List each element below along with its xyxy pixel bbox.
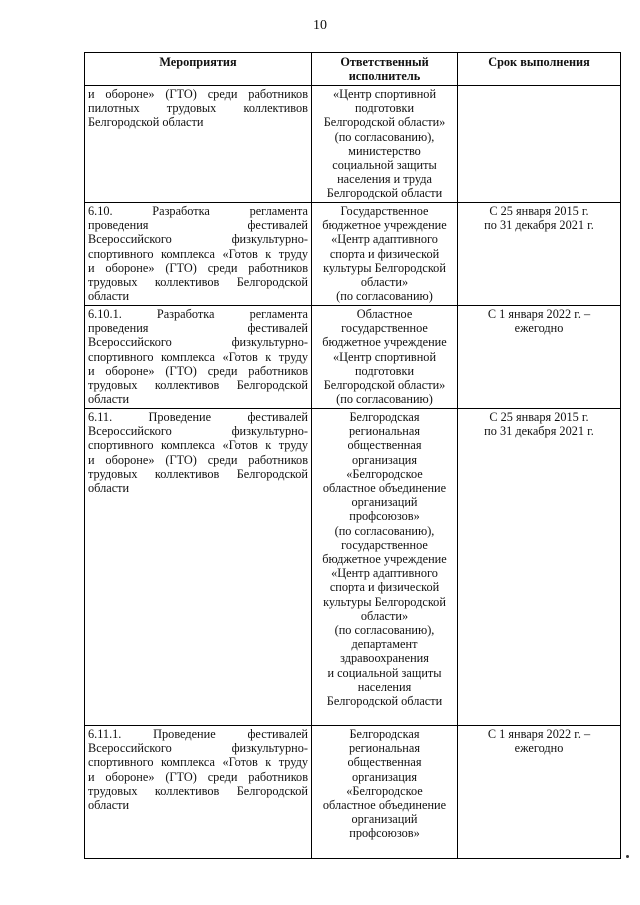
activity-text-line: Всероссийского физкультурно- xyxy=(88,232,308,247)
activity-text-line: Всероссийского физкультурно- xyxy=(88,741,308,756)
executor-cell xyxy=(312,306,458,409)
deadline-cell xyxy=(458,203,621,306)
deadline-text-line: С 1 января 2022 г. – xyxy=(487,727,591,741)
activity-text-line: области xyxy=(88,289,130,304)
activity-text-line: и обороне» (ГТО) среди работников xyxy=(88,87,308,101)
executor-text-line: общественная xyxy=(347,438,422,453)
executor-text-line: социальной защиты xyxy=(332,158,437,173)
table-row xyxy=(85,409,621,726)
executor-text-line: «Центр адаптивного xyxy=(331,232,438,247)
activity-text-line: Всероссийского физкультурно- xyxy=(88,335,308,350)
activity-text-line: трудовых коллективов Белгородской xyxy=(88,466,308,481)
activity-text-line: и обороне» (ГТО) среди работников xyxy=(88,769,308,784)
activity-text-line: и обороне» (ГТО) среди работников xyxy=(88,452,308,467)
deadline-text-line: С 1 января 2022 г. – xyxy=(487,307,591,321)
executor-text-line: бюджетное учреждение xyxy=(322,218,447,233)
activity-text-line: области xyxy=(88,392,130,407)
executor-text-line: организаций xyxy=(351,495,418,510)
activity-text-line: Белгородской области xyxy=(88,115,204,130)
executor-text-line: (по согласованию) xyxy=(336,392,433,407)
executor-text-line: региональная xyxy=(349,424,420,439)
executor-cell xyxy=(312,86,458,203)
executor-text-line: «Белгородское xyxy=(346,783,423,798)
executor-text-line: общественная xyxy=(347,755,422,770)
activity-cell xyxy=(85,306,312,409)
activity-text-line: проведения фестивалей xyxy=(88,218,308,233)
executor-text-line: Белгородская xyxy=(349,727,420,741)
activity-text-line: пилотных трудовых коллективов xyxy=(88,101,308,116)
executor-text-line: и социальной защиты xyxy=(327,665,442,680)
executor-text-line: Белгородская xyxy=(349,410,420,424)
activity-text-line: спортивного комплекса «Готов к труду xyxy=(88,349,308,364)
deadline-text-line: ежегодно xyxy=(514,321,564,336)
table-row xyxy=(85,86,621,203)
header-activity: Мероприятия xyxy=(85,53,312,86)
activity-cell xyxy=(85,726,312,859)
activity-text-line: проведения фестивалей xyxy=(88,321,308,336)
activity-cell xyxy=(85,203,312,306)
activity-text-line: спортивного комплекса «Готов к труду xyxy=(88,246,308,261)
executor-text-line: бюджетное учреждение xyxy=(322,335,447,350)
deadline-text-line: С 25 января 2015 г. xyxy=(489,204,589,218)
executor-text-line: областное объединение xyxy=(322,798,447,813)
executor-text-line: (по согласованию) xyxy=(336,289,433,304)
executor-cell xyxy=(312,203,458,306)
deadline-cell xyxy=(458,86,621,203)
executor-text-line: населения xyxy=(357,679,412,694)
executor-text-line: организаций xyxy=(351,812,418,827)
deadline-cell xyxy=(458,726,621,859)
executor-text-line: Областное xyxy=(356,307,413,321)
activity-text-line: спортивного комплекса «Готов к труду xyxy=(88,438,308,453)
executor-text-line: (по согласованию), xyxy=(334,523,435,538)
header-executor: Ответственный исполнитель xyxy=(312,53,458,86)
activities-table xyxy=(84,52,621,859)
executor-text-line: «Центр адаптивного xyxy=(331,566,438,581)
deadline-cell xyxy=(458,306,621,409)
deadline-cell xyxy=(458,409,621,726)
executor-text-line: «Центр спортивной xyxy=(332,349,437,364)
page-number: 10 xyxy=(313,18,327,33)
executor-text-line: культуры Белгородской xyxy=(323,260,446,275)
table-row xyxy=(85,203,621,306)
deadline-text-line: по 31 декабря 2021 г. xyxy=(484,424,594,439)
activity-text-line: трудовых коллективов Белгородской xyxy=(88,275,308,290)
table-row xyxy=(85,726,621,859)
executor-text-line: здравоохранения xyxy=(340,651,429,666)
activity-cell xyxy=(85,86,312,203)
activity-text-line: области xyxy=(88,481,130,496)
executor-text-line: спорта и физической xyxy=(329,580,440,595)
executor-text-line: области» xyxy=(360,275,409,290)
executor-text-line: Белгородской области» xyxy=(323,378,446,393)
executor-text-line: Белгородской области xyxy=(326,694,443,709)
executor-text-line: министерство xyxy=(348,143,421,158)
deadline-text-line: по 31 декабря 2021 г. xyxy=(484,218,594,233)
executor-text-line: спорта и физической xyxy=(329,246,440,261)
table-header-row xyxy=(85,53,621,86)
executor-text-line: Государственное xyxy=(340,204,429,218)
executor-text-line: департамент xyxy=(351,637,418,652)
activity-text-line: и обороне» (ГТО) среди работников xyxy=(88,363,308,378)
executor-text-line: области» xyxy=(360,608,409,623)
executor-text-line: Белгородской области xyxy=(326,186,443,201)
activity-text-line: 6.10.1. Разработка регламента xyxy=(88,307,308,321)
header-deadline: Срок выполнения xyxy=(458,53,621,86)
executor-text-line: профсоюзов» xyxy=(349,509,420,524)
executor-text-line: областное объединение xyxy=(322,481,447,496)
executor-text-line: государственное xyxy=(341,321,428,336)
deadline-text-line: С 25 января 2015 г. xyxy=(489,410,589,424)
executor-text-line: бюджетное учреждение xyxy=(322,552,447,567)
deadline-text-line: ежегодно xyxy=(514,741,564,756)
activity-text-line: трудовых коллективов Белгородской xyxy=(88,378,308,393)
scan-dot-mark xyxy=(626,855,629,858)
executor-cell xyxy=(312,409,458,726)
activity-text-line: 6.11. Проведение фестивалей xyxy=(88,410,308,424)
executor-text-line: подготовки xyxy=(354,101,415,116)
executor-text-line: организация xyxy=(351,769,418,784)
executor-text-line: (по согласованию), xyxy=(334,129,435,144)
executor-cell xyxy=(312,726,458,859)
executor-text-line: населения и труда xyxy=(337,172,432,187)
executor-text-line: «Белгородское xyxy=(346,466,423,481)
executor-text-line: региональная xyxy=(349,741,420,756)
executor-text-line: профсоюзов» xyxy=(349,826,420,841)
executor-text-line: государственное xyxy=(341,537,428,552)
activity-text-line: трудовых коллективов Белгородской xyxy=(88,783,308,798)
activity-text-line: и обороне» (ГТО) среди работников xyxy=(88,260,308,275)
activity-text-line: 6.11.1. Проведение фестивалей xyxy=(88,727,308,741)
activity-text-line: Всероссийского физкультурно- xyxy=(88,424,308,439)
table-row xyxy=(85,306,621,409)
executor-text-line: «Центр спортивной xyxy=(332,87,437,101)
executor-text-line: (по согласованию), xyxy=(334,623,435,638)
activity-text-line: спортивного комплекса «Готов к труду xyxy=(88,755,308,770)
executor-text-line: Белгородской области» xyxy=(323,115,446,130)
activity-text-line: области xyxy=(88,798,130,813)
activity-cell xyxy=(85,409,312,726)
executor-text-line: культуры Белгородской xyxy=(323,594,446,609)
executor-text-line: подготовки xyxy=(354,363,415,378)
executor-text-line: организация xyxy=(351,452,418,467)
activity-text-line: 6.10. Разработка регламента xyxy=(88,204,308,218)
